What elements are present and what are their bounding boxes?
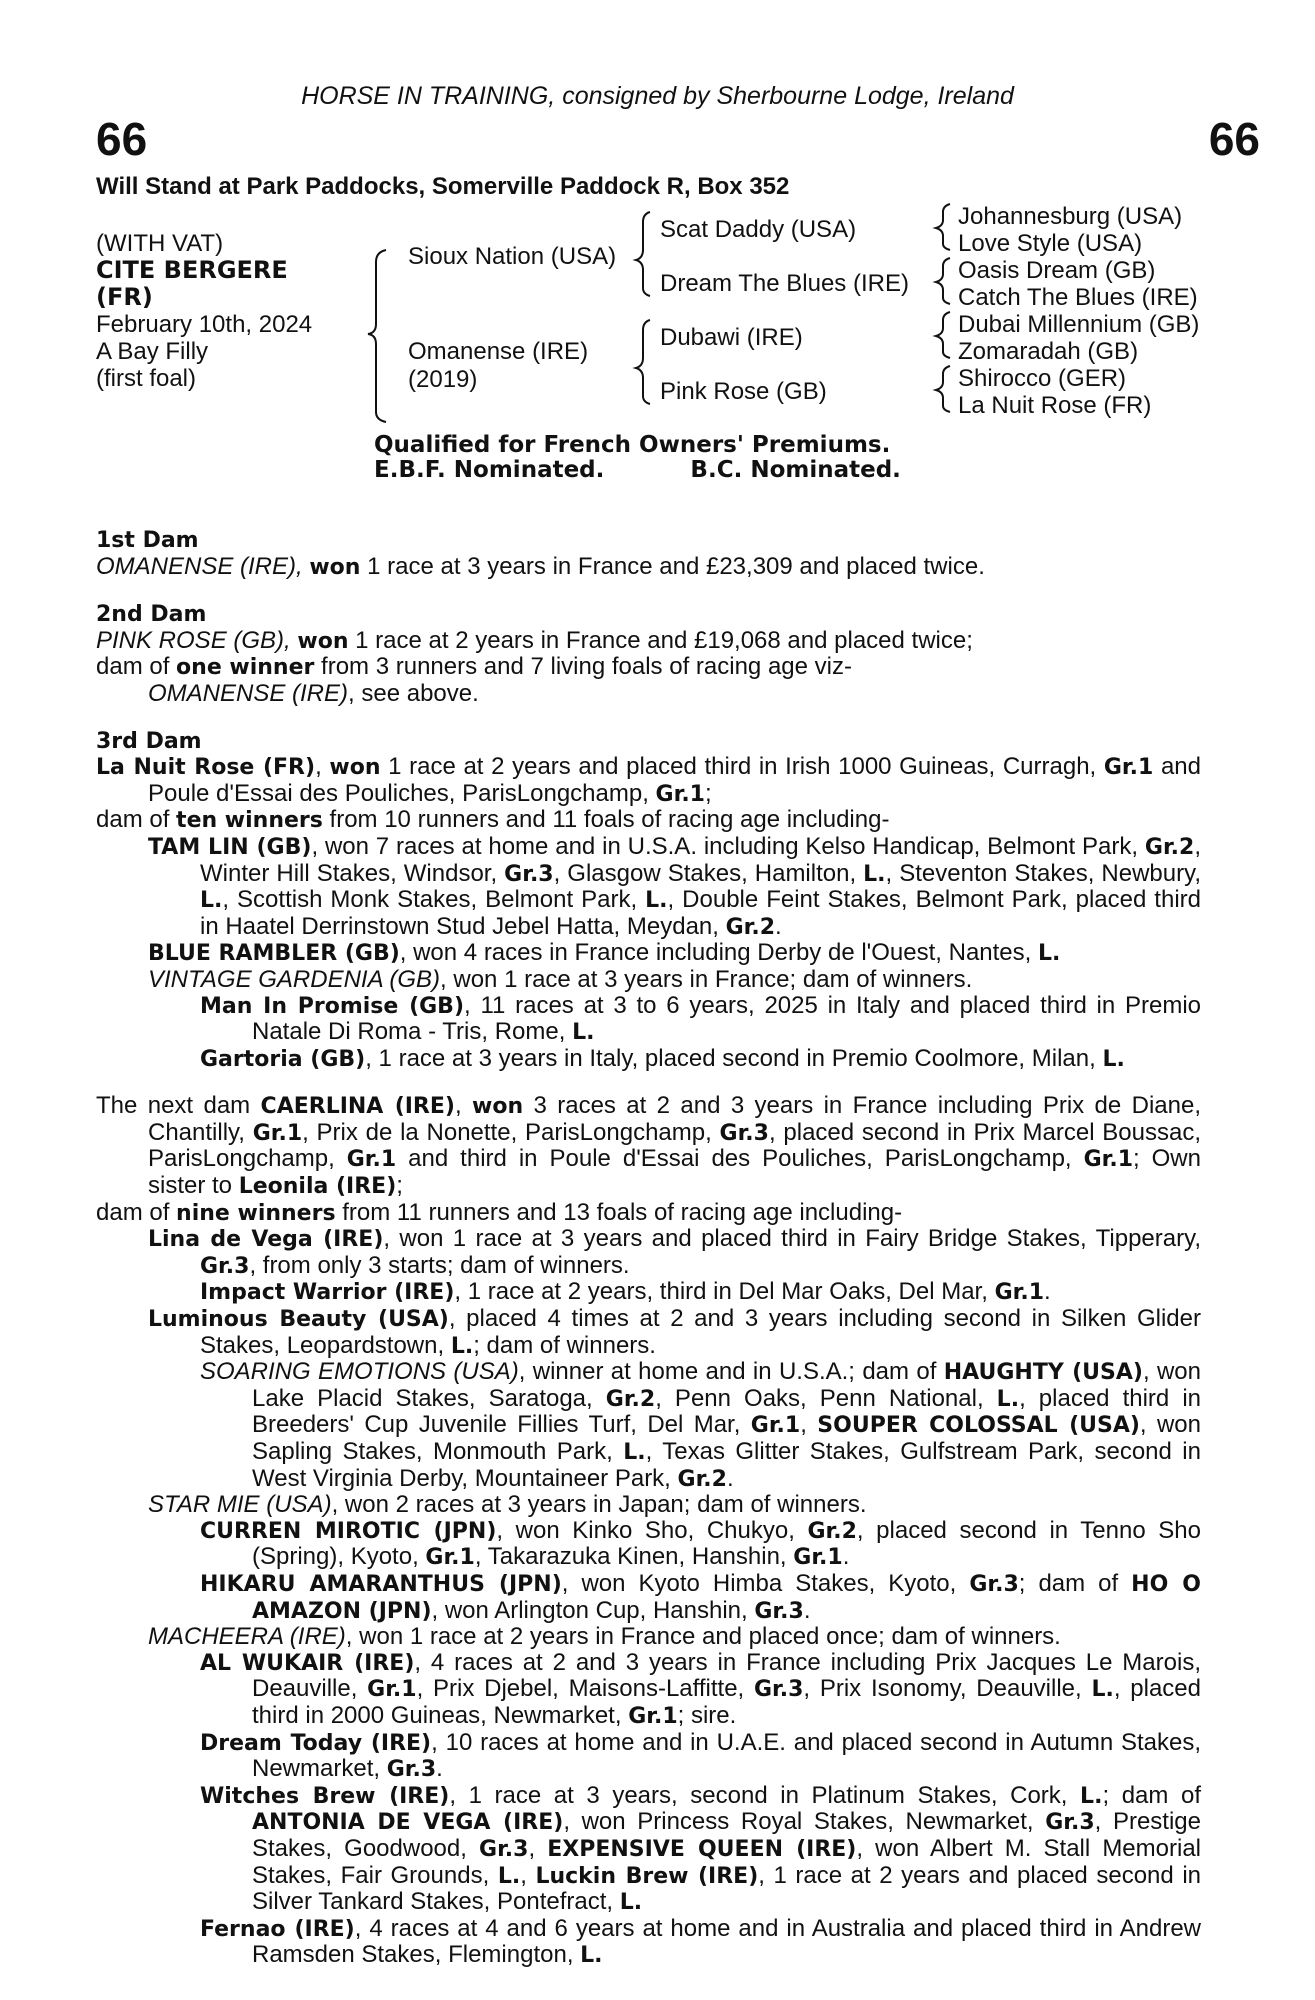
horse-description: A Bay Filly (96, 338, 209, 365)
paragraph-run: OMANENSE (IRE), (96, 552, 310, 580)
paragraph-run: , (520, 1861, 536, 1889)
paragraph-run: L. (1102, 1046, 1125, 1072)
pedigree-paragraph (200, 993, 1201, 1046)
paragraph-run: , won Kinko Sho, Chukyo, (496, 1516, 808, 1544)
paragraph-run: OMANENSE (IRE) (148, 679, 349, 707)
pedigree-paragraph (200, 1730, 1201, 1783)
paragraph-run: , Prestige Stakes, Goodwood, (252, 1808, 1201, 1862)
paragraph-run: dam of (96, 806, 177, 834)
paragraph-run: ten winners (176, 808, 323, 834)
lot-number-left: 66 (96, 113, 148, 165)
paragraph-run: L. (623, 1440, 646, 1465)
paragraph-run: Gr.3 (753, 1677, 804, 1703)
paragraph-run: TAM LIN (GB) (148, 834, 312, 860)
horse-origin: (FR) (96, 283, 153, 311)
pedigree-paragraph (200, 1571, 1201, 1624)
paragraph-run: Gr.3 (386, 1757, 437, 1783)
pedigree-paragraph (96, 527, 1201, 554)
paragraph-run: 3rd Dam (96, 728, 202, 754)
paragraph-run: ANTONIA DE VEGA (IRE) (252, 1810, 564, 1836)
paragraph-run: ; dam of winners. (473, 1331, 656, 1359)
paragraph-run: , 4 races at 2 and 3 years in France including Prix Jacques Le Marois, Deauville, (252, 1648, 1201, 1703)
paragraph-run: ; (704, 779, 712, 807)
paragraph-run: CURREN MIROTIC (JPN) (200, 1518, 497, 1544)
ss-sire: Johannesburg (USA) (958, 203, 1183, 230)
dam-dam: Pink Rose (GB) (660, 378, 827, 405)
paragraph-run: . (436, 1755, 443, 1783)
paragraph-run: HAUGHTY (USA) (943, 1360, 1143, 1386)
paragraph-run: EXPENSIVE QUEEN (IRE) (547, 1836, 857, 1862)
paragraph-run: Gr.1 (1103, 755, 1154, 781)
sd-sire: Oasis Dream (GB) (958, 257, 1156, 284)
paragraph-run: L. (1080, 1783, 1103, 1809)
paragraph-run: Man In Promise (GB) (200, 993, 465, 1019)
paragraph-run: L. (572, 1020, 595, 1046)
paragraph-run: Gr.2 (677, 1466, 727, 1492)
paragraph-run: Gr.1 (1083, 1147, 1133, 1173)
paragraph-run: Dream Today (IRE) (200, 1730, 432, 1756)
paragraph-run: , Penn Oaks, Penn National, (655, 1384, 997, 1412)
pedigree-paragraph (200, 1783, 1201, 1916)
consignment-line: HORSE IN TRAINING, consigned by Sherbourne Lodge, Ireland (301, 82, 1014, 110)
paragraph-run: Gr.1 (793, 1545, 843, 1571)
paragraph-run: , placed 4 times at 2 and 3 years including second in Silken Glider Stakes, Leopardstown, (200, 1305, 1201, 1359)
paragraph-run: L. (619, 1890, 643, 1916)
paragraph-run: . (803, 1596, 811, 1624)
paragraph-run: PINK ROSE (GB), (96, 626, 298, 654)
paragraph-run: , placed third in 2000 Guineas, Newmarket, (252, 1675, 1201, 1729)
pedigree-paragraph (96, 728, 1201, 755)
paragraph-run: and third in Poule d'Essai des Pouliches, ParisLongchamp, (396, 1145, 1084, 1173)
paragraph-run: L. (863, 861, 886, 887)
paragraph-run: 1 race at 2 years and placed third in Irish 1000 Guineas, Curragh, (380, 753, 1104, 781)
paragraph-run: , 1 race at 3 years, second in Platinum Stakes, Cork, (449, 1781, 1081, 1809)
paragraph-run: Gr.1 (750, 1413, 801, 1439)
paragraph-run: ; Own sister to (148, 1145, 1201, 1200)
paragraph-run: MACHEERA (IRE) (148, 1623, 346, 1651)
paragraph-run: , won 7 races at home and in U.S.A. including Kelso Handicap, Belmont Park, (311, 832, 1145, 860)
paragraph-run: L. (497, 1863, 521, 1889)
paragraph-run: , won Arlington Cup, Hanshin, (431, 1596, 755, 1624)
paragraph-run: CAERLINA (IRE) (260, 1094, 455, 1120)
ds-sire: Dubai Millennium (GB) (958, 311, 1200, 338)
paragraph-run: ; dam of (1102, 1781, 1201, 1809)
paragraph-run: ; dam of (1018, 1569, 1132, 1597)
paragraph-run: ; sire. (677, 1701, 737, 1729)
nomination-line (374, 458, 901, 483)
sire-dam: Dream The Blues (IRE) (660, 270, 909, 297)
paragraph-run: , Glasgow Stakes, Hamilton, (553, 859, 864, 887)
paragraph-run: , 1 race at 2 years and placed second in Silver Tankard Stakes, Pontefract, (252, 1861, 1201, 1916)
paragraph-run: Luminous Beauty (USA) (148, 1307, 449, 1333)
pedigree-paragraph (96, 1200, 1201, 1227)
pedigree-paragraph (148, 681, 1201, 707)
pedigree-paragraph (200, 1916, 1201, 1969)
paragraph-run: 1st Dam (96, 528, 199, 553)
pedigree-paragraph (148, 1624, 1201, 1650)
paragraph-run: , 1 race at 2 years, third in Del Mar Oaks, Del Mar, (454, 1278, 995, 1306)
paragraph-run: , Takarazuka Kinen, Hanshin, (474, 1543, 794, 1571)
paragraph-run: , won 2 races at 3 years in Japan; dam of winners. (331, 1491, 867, 1519)
paragraph-run: Gr.3 (969, 1571, 1019, 1597)
paragraph-run: , won Kyoto Himba Stakes, Kyoto, (561, 1569, 970, 1597)
pedigree-paragraph (148, 834, 1201, 940)
pedigree-paragraph (148, 967, 1201, 993)
paragraph-run: 2nd Dam (96, 602, 207, 628)
ebf-nomination: E.B.F. Nominated. (374, 457, 605, 483)
paragraph-run: , placed third in Breeders' Cup Juvenile Fillies Turf, Del Mar, (252, 1384, 1201, 1439)
pedigree-paragraph (200, 1046, 1201, 1073)
paragraph-run: , Texas Glitter Stakes, Gulfstream Park, second in West Virginia Derby, Mountaineer Park, (252, 1438, 1201, 1492)
paragraph-run: , Prix de la Nonette, ParisLongchamp, (302, 1118, 720, 1146)
paragraph-run: one winner (176, 655, 315, 681)
paragraph-run: L. (996, 1386, 1020, 1412)
paragraph-run: VINTAGE GARDENIA (GB) (148, 965, 441, 993)
paragraph-run: , Winter Hill Stakes, Windsor, (200, 832, 1202, 887)
paragraph-run: from 11 runners and 13 foals of racing age including- (335, 1198, 903, 1226)
paragraph-run: , won 4 races in France including Derby de l'Ouest, Nantes, (399, 939, 1038, 967)
paragraph-run: AL WUKAIR (IRE) (200, 1650, 415, 1676)
pedigree-paragraph (200, 1279, 1201, 1306)
vat-note: (WITH VAT) (96, 230, 224, 257)
paragraph-run: La Nuit Rose (FR) (96, 755, 316, 781)
paragraph-run: won (297, 628, 349, 654)
paragraph-run: , placed second in Tenno Sho (Spring), Kyoto, (252, 1516, 1201, 1571)
pedigree-paragraph (96, 754, 1201, 807)
paragraph-run: Gr.3 (719, 1120, 769, 1146)
paragraph-run: won (329, 755, 381, 781)
paragraph-run: 3 races at 2 and 3 years in France including Prix de Diane, Chantilly, (148, 1092, 1201, 1146)
paragraph-run: Gr.1 (994, 1280, 1044, 1306)
dd-dam: La Nuit Rose (FR) (958, 392, 1152, 419)
paragraph-run: L. (645, 888, 668, 914)
paragraph-run: L. (580, 1943, 603, 1969)
paragraph-run: Gr.2 (725, 914, 776, 940)
paragraph-run: HIKARU AMARANTHUS (JPN) (200, 1571, 562, 1597)
paragraph-run: . (775, 912, 782, 940)
paragraph-run: Gr.3 (479, 1836, 529, 1862)
paragraph-run: . (842, 1543, 850, 1571)
paragraph-run: won (309, 554, 361, 580)
paragraph-run: Gr.1 (346, 1147, 397, 1173)
paragraph-run: Gr.1 (655, 781, 705, 807)
paragraph-run: , 4 races at 4 and 6 years at home and in Australia and placed third in Andrew Ramsden Stakes, Flemington, (252, 1914, 1201, 1969)
lot-number-right: 66 (1208, 113, 1260, 165)
paragraph-run: , winner at home and in U.S.A.; dam of (518, 1358, 944, 1386)
catalogue-body (96, 506, 1201, 1969)
paragraph-run: dam of (96, 653, 177, 681)
pedigree-paragraph (148, 1306, 1201, 1359)
nominations (374, 433, 901, 483)
bc-nomination: B.C. Nominated. (690, 457, 901, 483)
paragraph-run: , won 1 race at 3 years and placed third in Fairy Bridge Stakes, Tipperary, (383, 1225, 1201, 1253)
pedigree-paragraph (96, 554, 1201, 581)
paragraph-run: , won Sapling Stakes, Monmouth Park, (252, 1411, 1202, 1465)
pedigree-paragraph (148, 1226, 1201, 1279)
paragraph-run: Gr.3 (504, 861, 554, 887)
dam-sire: Dubawi (IRE) (660, 324, 803, 351)
paragraph-run: , (800, 1411, 818, 1439)
paragraph-run: L. (450, 1333, 474, 1359)
paragraph-run: Luckin Brew (IRE) (535, 1863, 759, 1889)
pedigree-paragraph (200, 1359, 1201, 1492)
pedigree-paragraph (96, 601, 1201, 628)
paragraph-run: . (1044, 1278, 1051, 1306)
paragraph-run: L. (1091, 1677, 1114, 1703)
pedigree-paragraph (148, 1492, 1201, 1518)
paragraph-run: , won 1 race at 3 years in France; dam of winners. (440, 965, 973, 993)
foal-note: (first foal) (96, 365, 197, 392)
paragraph-run: dam of (96, 1198, 177, 1226)
pedigree-paragraph (96, 654, 1201, 681)
sire: Sioux Nation (USA) (408, 243, 617, 270)
paragraph-run: from 3 runners and 7 living foals of racing age viz- (314, 653, 852, 681)
paragraph-run: and Poule d'Essai des Pouliches, ParisLongchamp, (148, 753, 1201, 807)
paragraph-run: Gr.2 (605, 1386, 656, 1412)
paragraph-run: , 10 races at home and in U.A.E. and placed second in Autumn Stakes, Newmarket, (252, 1728, 1202, 1783)
paragraph-run: Impact Warrior (IRE) (200, 1280, 455, 1306)
paragraph-run: won (472, 1094, 524, 1120)
paragraph-run: , Prix Djebel, Maisons-Laffitte, (416, 1675, 754, 1703)
pedigree-paragraph (96, 1093, 1201, 1199)
pedigree-paragraph (200, 1518, 1201, 1571)
paragraph-run: HO O AMAZON (JPN) (252, 1571, 1201, 1624)
paragraph-run: ; (396, 1172, 403, 1200)
pedigree-paragraph (200, 1650, 1201, 1730)
pedigree-paragraph (148, 940, 1201, 967)
paragraph-run: SOARING EMOTIONS (USA) (200, 1358, 519, 1386)
paragraph-run: L. (1038, 941, 1061, 967)
paragraph-run: Gr.3 (754, 1598, 804, 1624)
paragraph-run: Gr.2 (1144, 834, 1195, 860)
paragraph-run: , from only 3 starts; dam of winners. (249, 1251, 630, 1279)
premiums-note: Qualified for French Owners' Premiums. (374, 432, 891, 458)
paragraph-run: , won 1 race at 2 years in France and placed once; dam of winners. (345, 1623, 1061, 1651)
paragraph-run: , placed second in Prix Marcel Boussac, ParisLongchamp, (148, 1118, 1202, 1173)
paragraph-run: , Steventon Stakes, Newbury, (885, 859, 1201, 887)
paragraph-run: , 1 race at 3 years in Italy, placed second in Premio Coolmore, Milan, (365, 1044, 1103, 1072)
paragraph-run: , won Albert M. Stall Memorial Stakes, Fair Grounds, (252, 1834, 1201, 1889)
paragraph-run: 1 race at 2 years in France and £19,068 and placed twice; (348, 626, 973, 654)
pedigree-paragraph (96, 807, 1201, 834)
paragraph-run: The next dam (96, 1092, 261, 1120)
paragraph-run: . (726, 1464, 734, 1492)
ds-dam: Zomaradah (GB) (958, 338, 1139, 365)
paragraph-run: Fernao (IRE) (200, 1916, 355, 1942)
paragraph-run: Gr.1 (252, 1120, 303, 1146)
horse-dob: February 10th, 2024 (96, 311, 313, 338)
paragraph-run: SOUPER COLOSSAL (USA) (817, 1413, 1140, 1439)
paragraph-run: L. (200, 888, 223, 914)
paragraph-run: Gartoria (GB) (200, 1046, 366, 1072)
ss-dam: Love Style (USA) (958, 230, 1143, 257)
dd-sire: Shirocco (GER) (958, 365, 1127, 392)
horse-name: CITE BERGERE (96, 256, 288, 284)
paragraph-run: , Scottish Monk Stakes, Belmont Park, (222, 886, 646, 914)
paragraph-run: Gr.3 (200, 1253, 250, 1279)
pedigree-paragraph (96, 628, 1201, 655)
dam-year: (2019) (408, 366, 478, 393)
sire-sire: Scat Daddy (USA) (660, 216, 857, 243)
paragraph-run: 1 race at 3 years in France and £23,309 and placed twice. (360, 552, 985, 580)
paragraph-run: , (454, 1092, 473, 1120)
paragraph-run: Witches Brew (IRE) (200, 1783, 450, 1809)
sd-dam: Catch The Blues (IRE) (958, 284, 1198, 311)
paragraph-run: Gr.3 (1045, 1810, 1095, 1836)
paragraph-run: STAR MIE (USA) (148, 1491, 332, 1519)
paragraph-run: , won Lake Placid Stakes, Saratoga, (252, 1358, 1201, 1412)
paragraph-run: Gr.1 (425, 1545, 475, 1571)
paragraph-run: , Double Feint Stakes, Belmont Park, placed third in Haatel Derrinstown Stud Jebel Hatta, Meydan, (200, 886, 1201, 940)
paragraph-run: , won Princess Royal Stakes, Newmarket, (563, 1808, 1046, 1836)
stabling-location: Will Stand at Park Paddocks, Somerville Paddock R, Box 352 (96, 173, 790, 200)
dam: Omanense (IRE) (408, 338, 589, 365)
paragraph-run: Gr.1 (628, 1703, 678, 1729)
paragraph-run: Gr.1 (367, 1677, 417, 1703)
paragraph-run: Leonila (IRE) (238, 1174, 397, 1200)
paragraph-run: nine winners (176, 1200, 336, 1226)
paragraph-run: Lina de Vega (IRE) (148, 1227, 384, 1253)
paragraph-run: from 10 runners and 11 foals of racing age including- (322, 806, 890, 834)
paragraph-run: , (528, 1834, 548, 1862)
paragraph-run: , (315, 753, 330, 781)
paragraph-run: BLUE RAMBLER (GB) (148, 941, 400, 967)
paragraph-run: , 11 races at 3 to 6 years, 2025 in Italy and placed third in Premio Natale Di Roma - Tris, Rome, (252, 991, 1202, 1046)
paragraph-run: , Prix Isonomy, Deauville, (803, 1675, 1092, 1703)
paragraph-run: Gr.2 (807, 1518, 857, 1544)
paragraph-run: , see above. (348, 679, 479, 707)
